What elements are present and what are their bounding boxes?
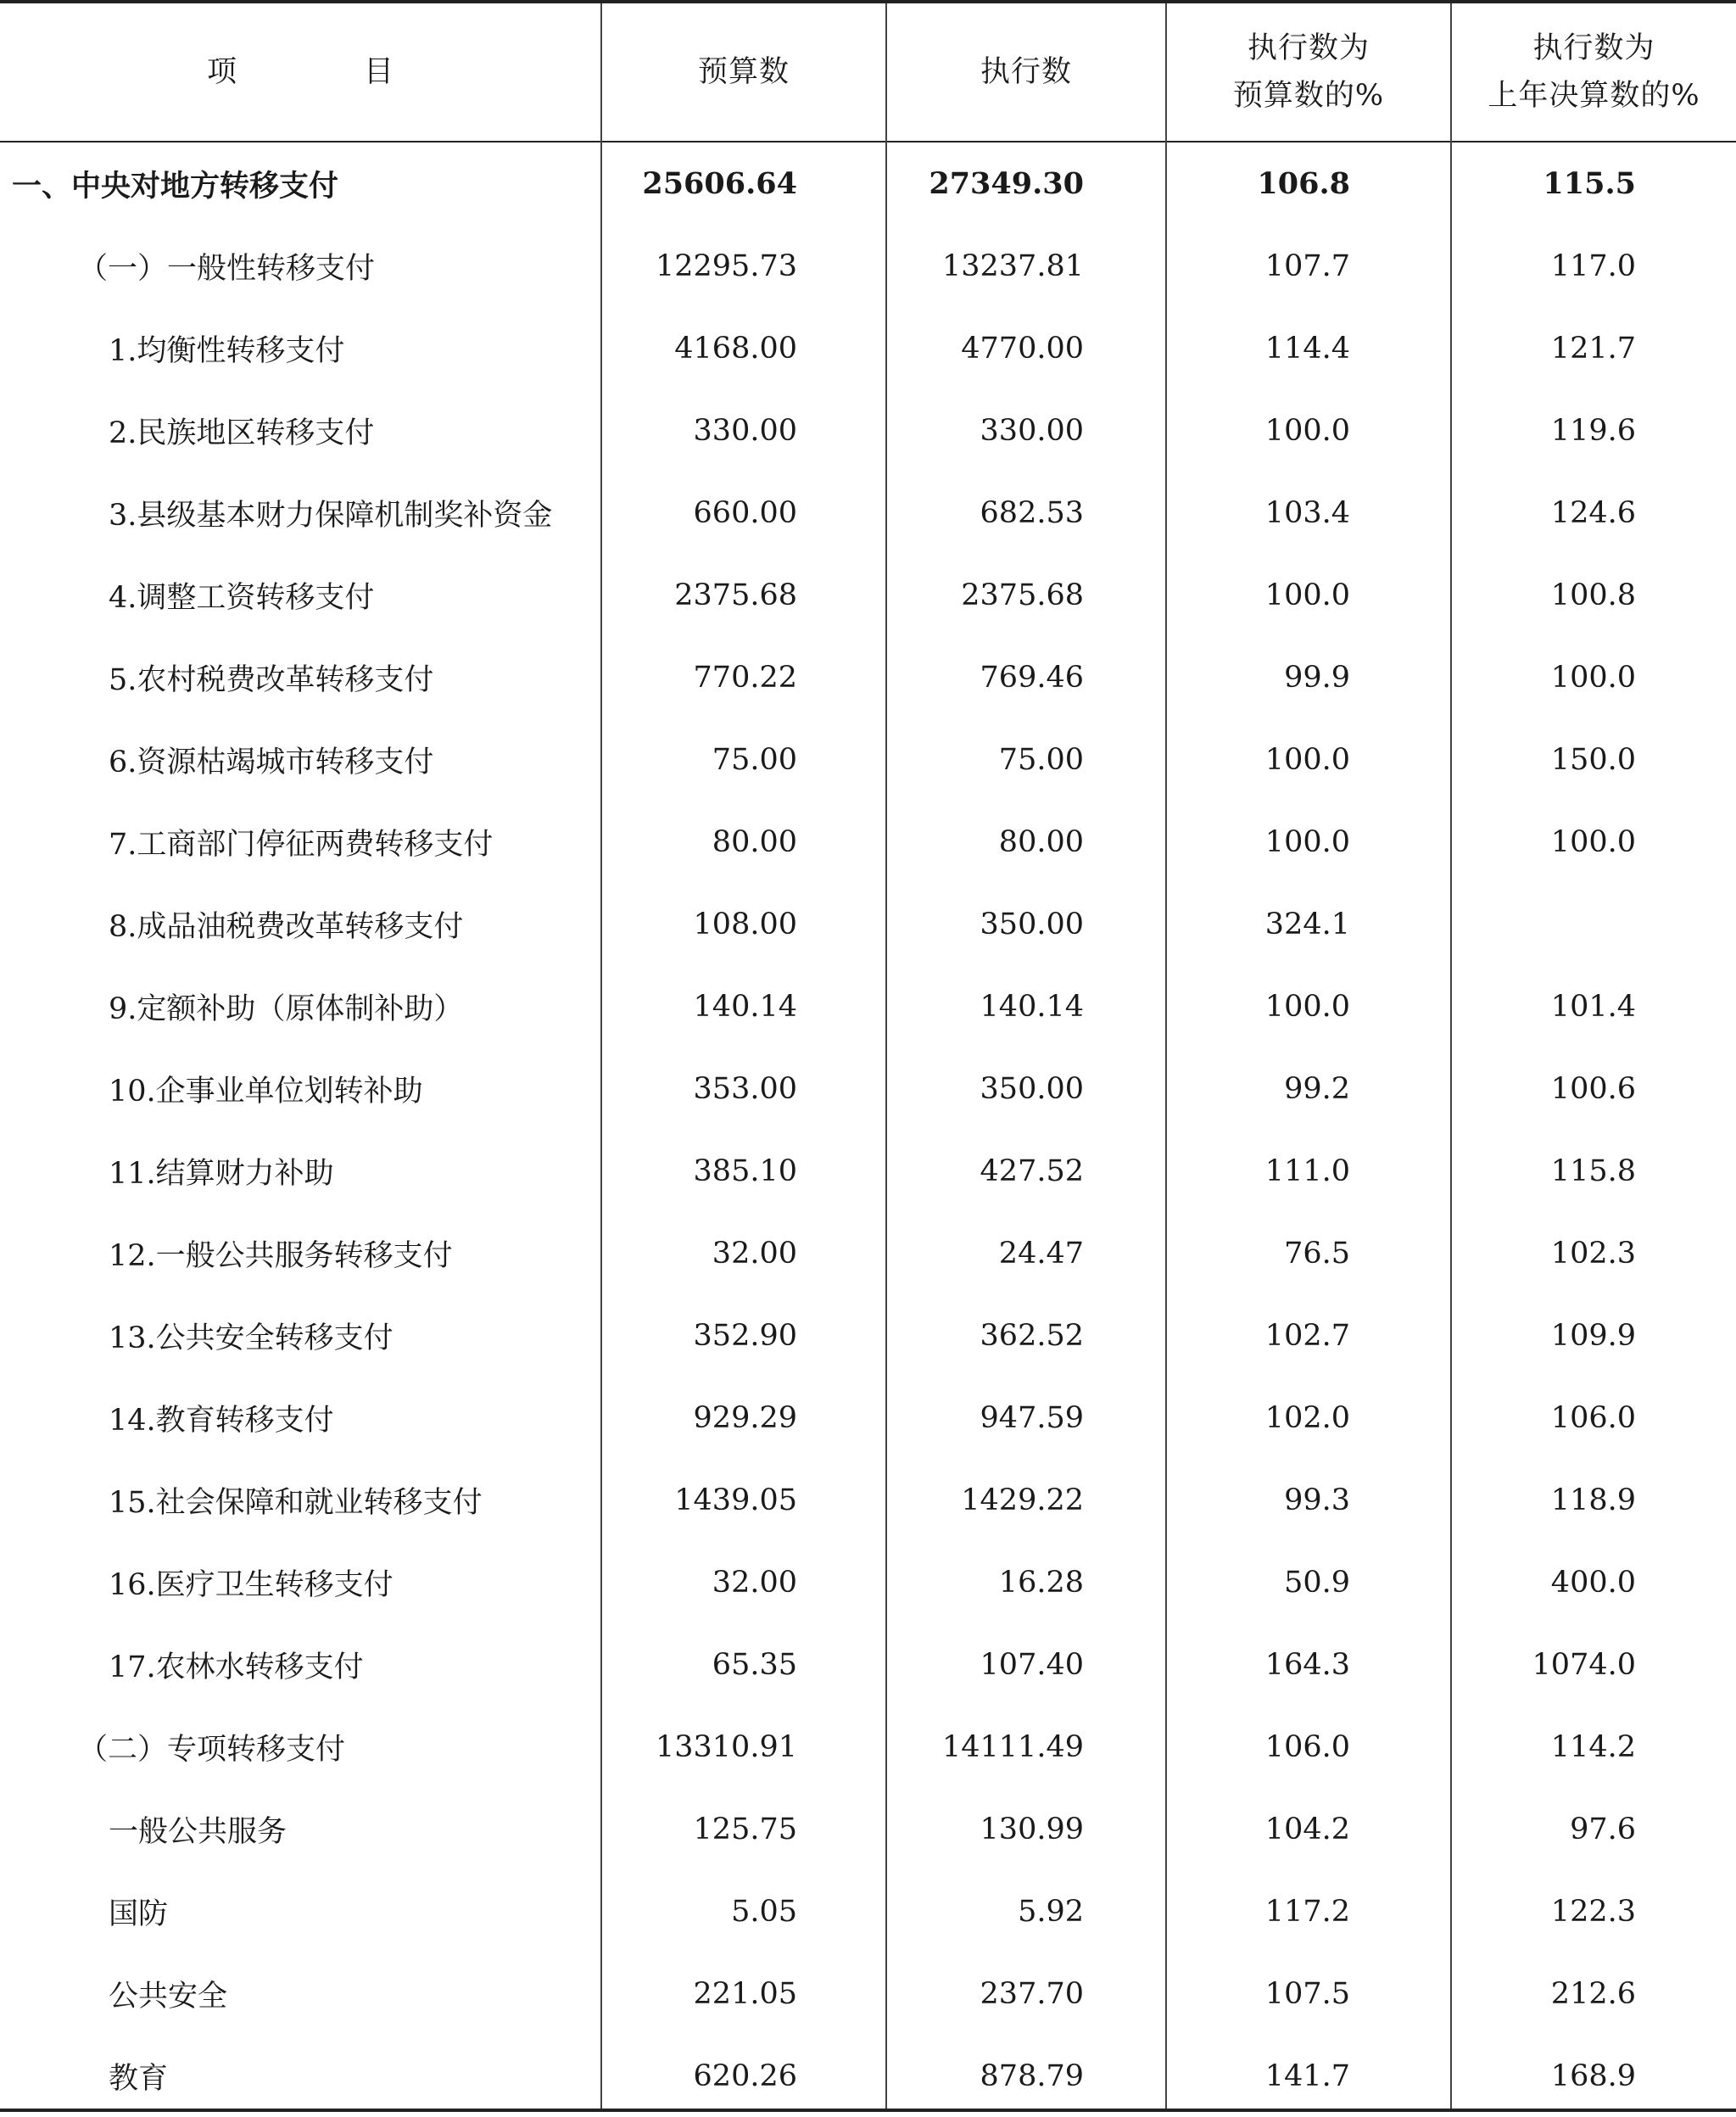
cell-pct-budget: 100.0 [1264, 578, 1350, 612]
cell-actual: 330.00 [980, 413, 1084, 448]
cell-budget: 330.00 [693, 413, 797, 448]
table-row [0, 1047, 1736, 1130]
row-label: 6.资源枯竭城市转移支付 [109, 745, 434, 779]
cell-pct-prev: 122.3 [1550, 1894, 1636, 1929]
table-row [0, 1130, 1736, 1212]
row-label: 13.公共安全转移支付 [109, 1321, 394, 1355]
row-label: 一般公共服务 [109, 1814, 287, 1849]
row-label: 公共安全 [109, 1979, 228, 2014]
cell-pct-budget: 100.0 [1264, 989, 1350, 1024]
cell-actual: 130.99 [980, 1812, 1084, 1846]
row-label: 15.社会保障和就业转移支付 [109, 1485, 483, 1520]
table-row [0, 801, 1736, 883]
cell-pct-budget: 106.8 [1257, 166, 1350, 201]
row-label: 7.工商部门停征两费转移支付 [109, 827, 494, 862]
header-budget: 预算数 [697, 55, 790, 89]
cell-pct-budget: 117.2 [1264, 1894, 1350, 1929]
header-pct-prev-line1: 执行数为 [1532, 31, 1655, 65]
cell-pct-prev: 100.6 [1550, 1071, 1636, 1106]
cell-actual: 4770.00 [961, 331, 1084, 366]
row-label: 2.民族地区转移支付 [109, 416, 375, 450]
row-label: 14.教育转移支付 [109, 1403, 334, 1438]
cell-pct-prev: 118.9 [1550, 1483, 1636, 1517]
cell-actual: 878.79 [980, 2058, 1084, 2093]
header-item-a: 项 [206, 55, 237, 89]
cell-pct-prev: 1074.0 [1532, 1647, 1636, 1682]
table-row [0, 307, 1736, 389]
cell-pct-budget: 107.5 [1264, 1976, 1350, 2011]
cell-budget: 13310.91 [655, 1729, 797, 1764]
cell-budget: 620.26 [693, 2058, 797, 2093]
cell-pct-prev: 124.6 [1550, 495, 1636, 530]
cell-actual: 13237.81 [941, 249, 1084, 283]
cell-pct-prev: 119.6 [1550, 413, 1636, 448]
cell-budget: 25606.64 [642, 166, 797, 201]
table-row [0, 1212, 1736, 1294]
cell-pct-budget: 104.2 [1264, 1812, 1350, 1846]
cell-actual: 350.00 [980, 1071, 1084, 1106]
cell-pct-prev: 102.3 [1550, 1236, 1636, 1271]
cell-pct-prev: 115.5 [1543, 166, 1636, 201]
table-row [0, 1377, 1736, 1459]
cell-pct-budget: 111.0 [1264, 1153, 1350, 1188]
cell-pct-budget: 114.4 [1264, 331, 1350, 366]
table-row [0, 1788, 1736, 1870]
cell-budget: 5.05 [731, 1894, 797, 1929]
row-label: 4.调整工资转移支付 [109, 580, 375, 615]
cell-pct-budget: 106.0 [1264, 1729, 1350, 1764]
cell-budget: 221.05 [693, 1976, 797, 2011]
header-pct-prev [1452, 3, 1736, 141]
cell-actual: 80.00 [998, 824, 1084, 859]
cell-budget: 2375.68 [674, 578, 797, 612]
header-item-b: 目 [364, 55, 394, 89]
table-row [0, 389, 1736, 472]
cell-budget: 32.00 [712, 1565, 797, 1600]
table-row [0, 1623, 1736, 1706]
table-row [0, 472, 1736, 554]
row-label: 10.企事业单位划转补助 [109, 1074, 423, 1109]
row-label: 5.农村税费改革转移支付 [109, 662, 434, 697]
cell-actual: 5.92 [1018, 1894, 1084, 1929]
cell-actual: 682.53 [980, 495, 1084, 530]
cell-pct-prev: 97.6 [1570, 1812, 1636, 1846]
cell-budget: 12295.73 [655, 249, 797, 283]
cell-actual: 27349.30 [929, 166, 1084, 201]
cell-pct-budget: 324.1 [1264, 907, 1350, 941]
row-label: 16.医疗卫生转移支付 [109, 1567, 394, 1602]
row-label: 9.定额补助（原体制补助） [109, 991, 464, 1026]
table-row [0, 554, 1736, 636]
cell-actual: 107.40 [980, 1647, 1084, 1682]
cell-actual: 1429.22 [961, 1483, 1084, 1517]
cell-actual: 350.00 [980, 907, 1084, 941]
row-label: 1.均衡性转移支付 [109, 333, 345, 368]
cell-budget: 125.75 [693, 1812, 797, 1846]
cell-actual: 14111.49 [941, 1729, 1084, 1764]
row-label: 3.县级基本财力保障机制奖补资金 [109, 498, 553, 533]
cell-budget: 65.35 [712, 1647, 797, 1682]
table-row [0, 718, 1736, 801]
cell-actual: 2375.68 [961, 578, 1084, 612]
header-pct-budget-line2: 预算数的% [1232, 79, 1385, 113]
cell-budget: 1439.05 [674, 1483, 797, 1517]
cell-pct-prev: 106.0 [1550, 1400, 1636, 1435]
cell-pct-prev: 114.2 [1550, 1729, 1636, 1764]
row-label: 一、中央对地方转移支付 [12, 168, 339, 204]
row-label: 12.一般公共服务转移支付 [109, 1238, 453, 1273]
table-row [0, 636, 1736, 718]
cell-pct-budget: 100.0 [1264, 413, 1350, 448]
cell-budget: 353.00 [693, 1071, 797, 1106]
cell-pct-prev: 109.9 [1550, 1318, 1636, 1353]
cell-actual: 362.52 [980, 1318, 1084, 1353]
row-label: 11.结算财力补助 [109, 1156, 334, 1191]
row-label: （二）专项转移支付 [78, 1732, 346, 1767]
header-actual: 执行数 [980, 55, 1072, 89]
header-item [0, 3, 600, 141]
cell-pct-prev: 168.9 [1550, 2058, 1636, 2093]
cell-pct-prev: 212.6 [1550, 1976, 1636, 2011]
cell-actual: 427.52 [980, 1153, 1084, 1188]
cell-actual: 237.70 [980, 1976, 1084, 2011]
table-row [0, 965, 1736, 1047]
cell-pct-prev: 101.4 [1550, 989, 1636, 1024]
cell-pct-prev: 100.0 [1550, 660, 1636, 695]
cell-pct-budget: 76.5 [1284, 1236, 1350, 1271]
cell-budget: 385.10 [693, 1153, 797, 1188]
cell-budget: 352.90 [693, 1318, 797, 1353]
cell-pct-budget: 102.0 [1264, 1400, 1350, 1435]
cell-budget: 32.00 [712, 1236, 797, 1271]
cell-actual: 947.59 [980, 1400, 1084, 1435]
cell-pct-prev: 100.0 [1550, 824, 1636, 859]
cell-pct-prev: 100.8 [1550, 578, 1636, 612]
table-row [0, 1952, 1736, 2035]
cell-pct-prev [1453, 883, 1636, 965]
cell-pct-prev: 115.8 [1550, 1153, 1636, 1188]
cell-pct-budget: 100.0 [1264, 742, 1350, 777]
header-pct-budget-line1: 执行数为 [1247, 31, 1370, 65]
row-label: 国防 [109, 1896, 169, 1931]
cell-pct-budget: 164.3 [1264, 1647, 1350, 1682]
table-row [0, 225, 1736, 307]
row-label: （一）一般性转移支付 [78, 251, 376, 286]
cell-pct-budget: 103.4 [1264, 495, 1350, 530]
cell-budget: 770.22 [693, 660, 797, 695]
cell-pct-budget: 99.2 [1284, 1071, 1350, 1106]
header-pct-budget [1167, 3, 1450, 141]
cell-pct-budget: 99.9 [1284, 660, 1350, 695]
row-label: 17.农林水转移支付 [109, 1650, 364, 1684]
cell-budget: 660.00 [693, 495, 797, 530]
table-row [0, 1541, 1736, 1623]
cell-pct-prev: 400.0 [1550, 1565, 1636, 1600]
cell-pct-prev: 121.7 [1550, 331, 1636, 366]
cell-actual: 16.28 [998, 1565, 1084, 1600]
cell-budget: 75.00 [712, 742, 797, 777]
cell-pct-budget: 102.7 [1264, 1318, 1350, 1353]
cell-actual: 769.46 [980, 660, 1084, 695]
cell-pct-budget: 99.3 [1284, 1483, 1350, 1517]
cell-pct-budget: 141.7 [1264, 2058, 1350, 2093]
cell-pct-budget: 107.7 [1264, 249, 1350, 283]
table-row [0, 1294, 1736, 1377]
cell-budget: 929.29 [693, 1400, 797, 1435]
table-row [0, 1870, 1736, 1952]
cell-actual: 140.14 [980, 989, 1084, 1024]
cell-actual: 24.47 [998, 1236, 1084, 1271]
cell-pct-prev: 150.0 [1550, 742, 1636, 777]
cell-budget: 4168.00 [674, 331, 797, 366]
cell-pct-budget: 100.0 [1264, 824, 1350, 859]
cell-actual: 75.00 [998, 742, 1084, 777]
cell-pct-prev: 117.0 [1550, 249, 1636, 283]
row-label: 教育 [109, 2061, 169, 2096]
table-row [0, 1706, 1736, 1788]
table-row [0, 1459, 1736, 1541]
cell-budget: 80.00 [712, 824, 797, 859]
row-label: 8.成品油税费改革转移支付 [109, 909, 464, 944]
table-row [0, 883, 1736, 965]
cell-budget: 140.14 [693, 989, 797, 1024]
table-row [0, 2035, 1736, 2117]
cell-budget: 108.00 [693, 907, 797, 941]
cell-pct-budget: 50.9 [1284, 1565, 1350, 1600]
header-pct-prev-line2: 上年决算数的% [1488, 79, 1700, 113]
table-row [0, 142, 1736, 225]
